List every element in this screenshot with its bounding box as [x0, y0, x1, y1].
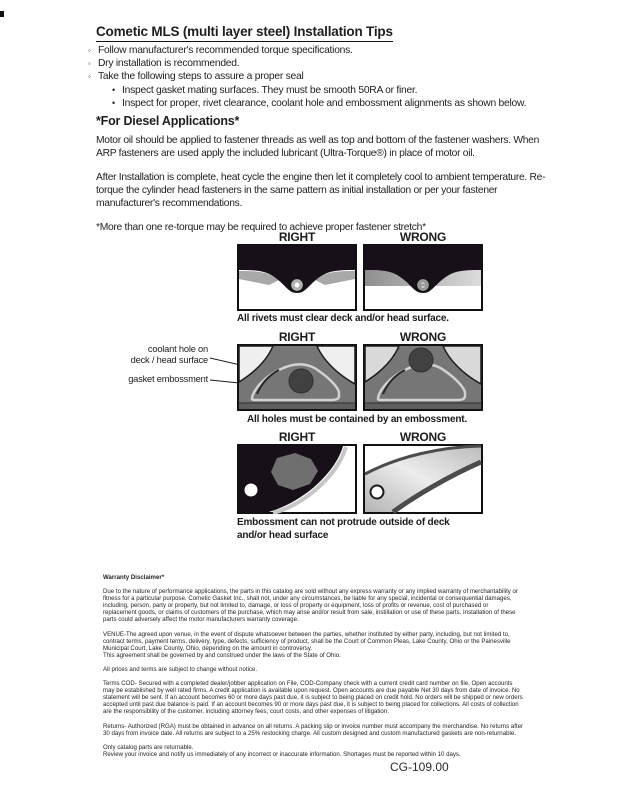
- bullet-icon: ◦: [88, 46, 91, 55]
- rivet-right-diagram: [237, 244, 357, 311]
- wrong-label: WRONG: [399, 330, 447, 344]
- list-item-text: Take the following steps to assure a proper seal: [98, 71, 304, 83]
- scan-artifact-mark: [0, 11, 4, 17]
- legal-paragraph: Review your invoice and notify us immediately of any incorrect or inaccurate information. Shortages must be reported within 10 days.: [103, 750, 461, 758]
- bolt-hole-icon: [245, 484, 258, 497]
- list-item: [112, 97, 558, 110]
- legal-heading: Warranty Disclaimer*: [103, 574, 165, 581]
- bullet-icon: ◦: [88, 72, 91, 82]
- list-item: [88, 57, 558, 70]
- diagram-row-protrusion: [0, 430, 618, 545]
- paragraph: After Installation is complete, heat cycle the engine then let it completely cool to ambient temperature. Re-torque the cylinder head fasteners in the same pattern as initial installation or per your fastener manufacturer's recommendations.: [96, 172, 546, 209]
- embossment-wrong-diagram: [363, 344, 483, 411]
- list-item-text: Inspect for proper, rivet clearance, coolant hole and embossment alignments as shown below.: [122, 97, 527, 109]
- diagram-caption: Embossment can not protrude outside of deck and/or head surface: [237, 517, 450, 541]
- page-title: Cometic MLS (multi layer steel) Installation Tips: [96, 24, 393, 42]
- protrusion-wrong-diagram: [363, 444, 483, 514]
- diagram-caption: All holes must be contained by an embossment.: [247, 414, 467, 425]
- coolant-hole-icon: [409, 348, 433, 372]
- legal-paragraph: VENUE-The agreed upon venue, in the event of dispute whatsoever between the parties, whether instituted by either party, including, but not limited to, contract terms, payment terms, delivery, type, defects, sufficiency of product, shall be the Court of Common Pleas, Lake County, Ohio or the Painesville Municipal Court, Lake County, Ohio, depending on the amount in controversy.: [103, 630, 511, 652]
- legal-paragraph: Returns- Authorized (RGA) must be obtained in advance on all returns. A packing slip or invoice number must accompany the merchandise. No returns after 30 days from invoice date. All returns are subject to a 25% restocking charge. All custom designed and custom manufactured gaskets are non-returnable.: [103, 722, 524, 737]
- warranty-disclaimer-section: [103, 574, 523, 765]
- diesel-applications-section: [96, 114, 558, 234]
- diagram-row-embossment: [0, 330, 618, 430]
- legal-paragraph: This agreement shall be governed by and construed under the laws of the State of Ohio.: [103, 651, 341, 659]
- list-item: [88, 70, 558, 83]
- page-number: CG-109.00: [390, 760, 449, 774]
- coolant-hole-icon: [289, 369, 313, 393]
- right-label: RIGHT: [278, 230, 316, 244]
- list-item: [112, 84, 558, 97]
- legal-paragraph: Terms COD- Secured with a completed dealer/jobber application on File, COD-Company check with a current credit card number on file. Open accounts may be established by well rated firms. A credit application is available upon request. Open accounts are due payable Net 30 days from date of invoice. No statement will be sent. If an account becomes 60 or more days past due, it is subject to being placed on credit hold. No orders will be shipped or new orders accepted until past due balance is paid. If an account becomes 90 or more days past due, it is subject to being placed for collections. All costs of collection are the responsibility of the customer, including attorney fees, court costs, and other expenses of litigation.: [103, 680, 523, 716]
- bullet-icon: ◦: [88, 59, 91, 69]
- paragraph: Motor oil should be applied to fastener threads as well as top and bottom of the fastener washers. When ARP fasteners are used apply the included lubricant (Ultra-Torque®) in place of motor oil.: [96, 135, 540, 159]
- legal-paragraph: Due to the nature of performance applications, the parts in this catalog are sold without any express warranty or any implied warranty of merchantability or fitness for a particular purpose. Cometic Gasket Inc., shall not, under any circumstances, be liable for any special, incidental or consequential damages, including, person, party or property, but not limited to, damage, or loss of property or equipment, loss of profits or revenue, cost of purchased or replacement goods, or claims of customers of the purchase, which may arise and/or result from sale, instillation or use of these parts. Installation of these parts could adversely affect the motor manufacturers warranty coverage.: [103, 588, 518, 624]
- gasket-embossment-label: gasket embossment: [128, 374, 208, 384]
- bolt-hole-icon: [371, 486, 384, 499]
- installation-tips-list: [88, 44, 558, 110]
- wrong-label: WRONG: [399, 230, 447, 244]
- note-text: *More than one re-torque may be required to achieve proper fastener stretch*: [96, 222, 426, 233]
- legal-paragraph: Only catalog parts are returnable.: [103, 743, 194, 751]
- diagram-row-rivets: [0, 230, 618, 330]
- protrusion-right-diagram: [237, 444, 357, 514]
- right-label: RIGHT: [278, 330, 316, 344]
- embossment-right-diagram: [237, 344, 357, 411]
- right-label: RIGHT: [278, 430, 316, 444]
- list-item-text: Follow manufacturer's recommended torque specifications.: [98, 45, 353, 56]
- diagram-caption: All rivets must clear deck and/or head surface.: [237, 313, 449, 324]
- wrong-label: WRONG: [399, 430, 447, 444]
- list-item: [88, 44, 558, 57]
- list-item-text: Dry installation is recommended.: [98, 58, 240, 70]
- bullet-icon: •: [112, 97, 115, 108]
- bullet-icon: •: [112, 84, 115, 95]
- list-item-text: Inspect gasket mating surfaces. They must be smooth 50RA or finer.: [122, 84, 418, 96]
- coolant-hole-label: coolant hole on deck / head surface: [130, 344, 208, 365]
- section-heading: *For Diesel Applications*: [96, 114, 240, 128]
- legal-paragraph: All prices and terms are subject to change without notice.: [103, 665, 258, 673]
- rivet-wrong-diagram: [363, 244, 483, 311]
